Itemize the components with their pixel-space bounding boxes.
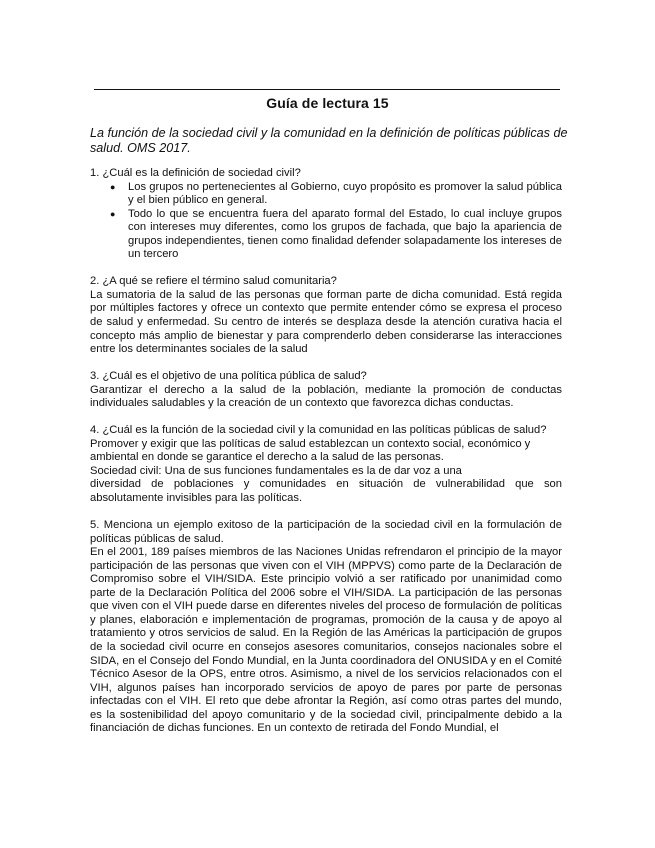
answer-3: Garantizar el derecho a la salud de la población, mediante la promoción de conductas individuales saludables y la creación de un contexto que favorezca dichas conductas. <box>90 383 562 410</box>
answer-4: Promover y exigir que las políticas de salud establezcan un contexto social, económico y ambiental en donde se garantice el derecho a la salud de las personas. <box>90 437 531 464</box>
top-divider <box>94 89 560 90</box>
question-1: 1. ¿Cuál es la definición de sociedad civil? <box>90 167 301 179</box>
page-subtitle: La función de la sociedad civil y la comunidad en la definición de políticas públicas de salud. OMS 2017. <box>90 126 568 155</box>
section-4 <box>90 424 562 505</box>
document-body <box>90 167 562 736</box>
bullet-item: ● Todo lo que se encuentra fuera del aparato formal del Estado, lo cual incluye grupos con intereses muy diferentes, como los grupos de fachada, que bajo la apariencia de grupos independientes, tienen como finalidad defender solapadamente los intereses de un tercero <box>90 208 562 262</box>
section-5 <box>90 519 562 736</box>
answer-4-civil-society: Sociedad civil: Una de sus funciones fundamentales es la de dar voz a una <box>90 464 462 477</box>
bullet-list <box>90 181 562 262</box>
page-title: Guía de lectura 15 <box>266 95 389 111</box>
section-1 <box>90 167 562 262</box>
question-4: 4. ¿Cuál es la función de la sociedad civil y la comunidad en las políticas públicas de salud? <box>90 424 547 437</box>
section-2 <box>90 275 562 356</box>
answer-4-continued: diversidad de poblaciones y comunidades en situación de vulnerabilidad que son absolutamente invisibles para las políticas. <box>90 478 562 504</box>
section-3 <box>90 370 562 411</box>
bullet-item: ● Los grupos no pertenecientes al Gobierno, cuyo propósito es promover la salud pública y el bien público en general. <box>90 181 562 208</box>
question-5: 5. Menciona un ejemplo exitoso de la participación de la sociedad civil en la formulación de políticas públicas de salud. <box>90 519 562 545</box>
question-2: 2. ¿A qué se refiere el término salud comunitaria? <box>90 275 337 288</box>
answer-5: En el 2001, 189 países miembros de las Naciones Unidas refrendaron el principio de la mayor participación de las personas que viven con el VIH (MPPVS) como parte de la Declaración de Compromiso sobre el VIH/SIDA. Este principio volvió a ser ratificado por unanimidad como parte de la Declaración Política del 2006 sobre el VIH/SIDA. La participación de las personas que viven con el VIH puede darse en diferentes niveles del proceso de formulación de políticas y planes, elaboración e implementación de programas, promoción de la causa y de apoyo al tratamiento y otros servicios de salud. En la Región de las Américas la participación de grupos de la sociedad civil ocurre en consejos asesores comunitarios, consejos nacionales sobre el SIDA, en el Consejo del Fondo Mundial, en la Junta coordinadora del ONUSIDA y en el Comité Técnico Asesor de la OPS, entre otros. Asimismo, a nivel de los servicios relacionados con el VIH, algunos países han incorporado servicios de apoyo de pares por parte de personas infectadas con el VIH. El reto que debe afrontar la Región, así como otras partes del mundo, es la sostenibilidad del apoyo comunitario y de la sociedad civil, principalmente debido a la financiación de dichas funciones. En un contexto de retirada del Fondo Mundial, el <box>90 546 562 735</box>
question-3: 3. ¿Cuál es el objetivo de una política pública de salud? <box>90 370 367 383</box>
answer-2: La sumatoria de la salud de las personas que forman parte de dicha comunidad. Está regida por múltiples factores y ofrece un contexto que permite entender cómo se expresa el proceso de salud y enfermedad. Su centro de interés se desplaza desde la atención curativa hacia el concepto más amplio de bienestar y para comprenderlo deben considerarse las interacciones entre los determinantes sociales de la salud <box>90 288 562 356</box>
